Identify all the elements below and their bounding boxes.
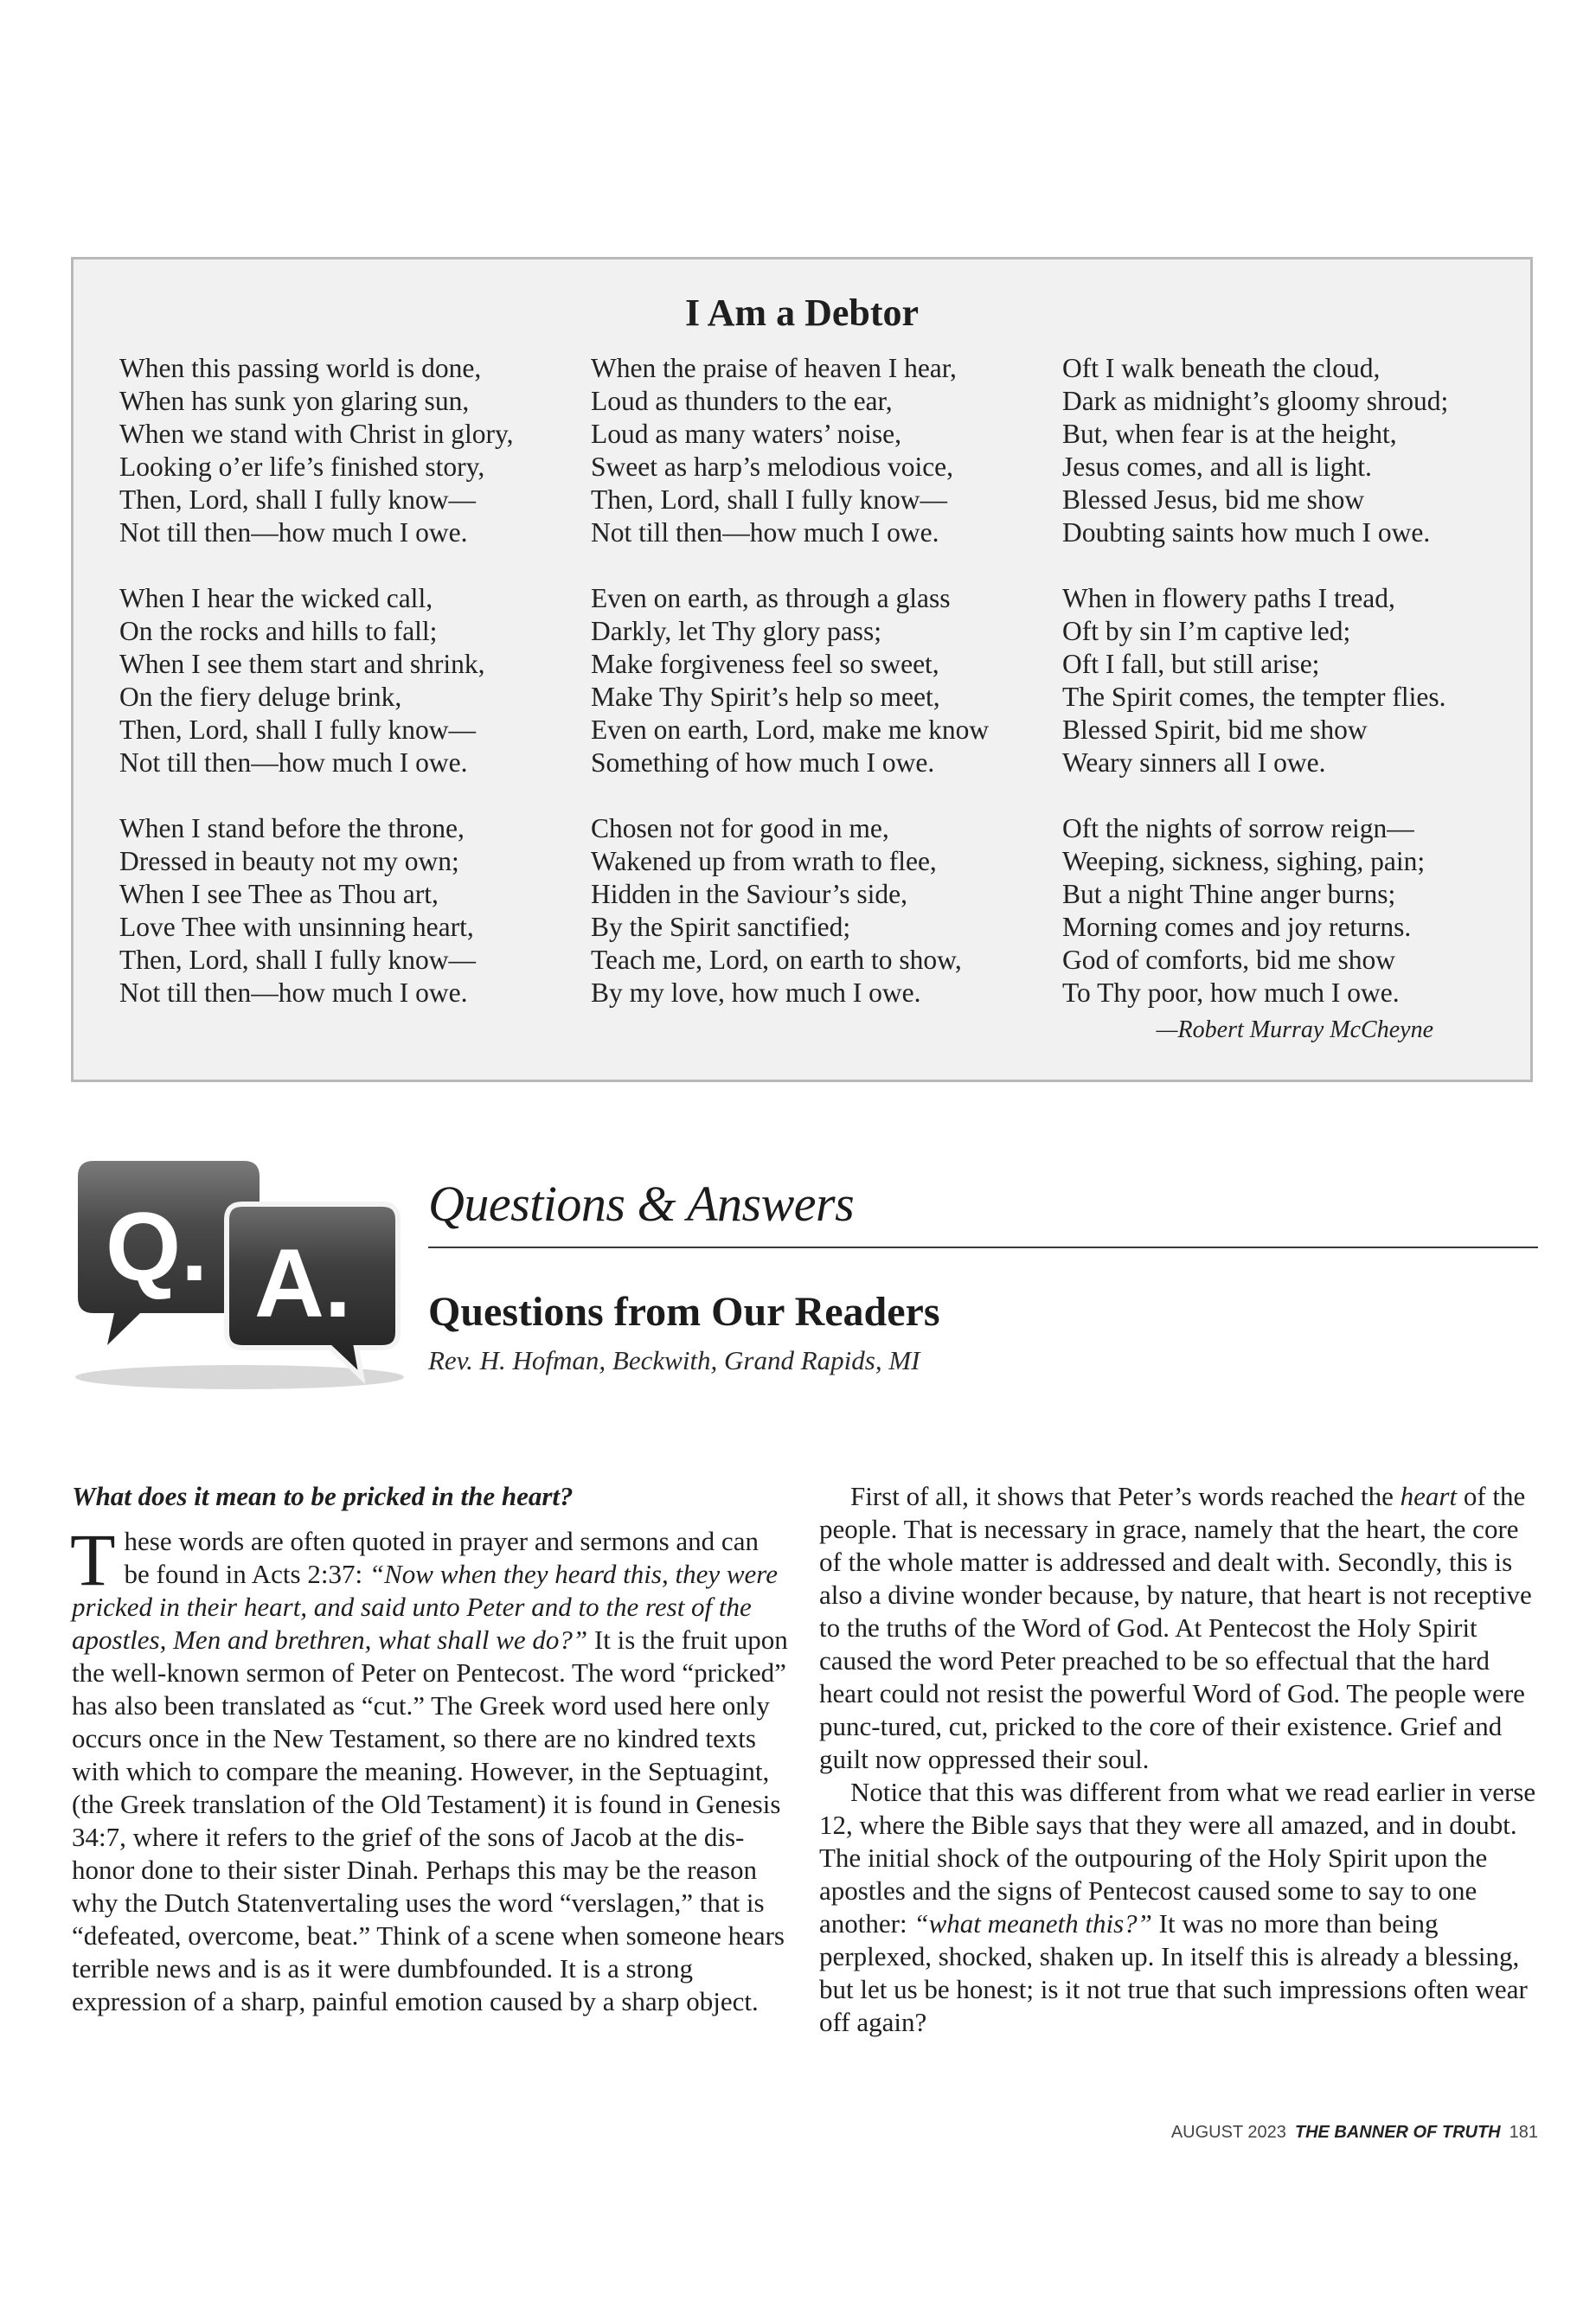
poem-line: Blessed Jesus, bid me show bbox=[1062, 484, 1365, 515]
emphasis: heart bbox=[1400, 1481, 1458, 1511]
qa-icon-a-letter: A. bbox=[254, 1229, 351, 1337]
poem-line: When in flowery paths I tread, bbox=[1062, 583, 1395, 613]
poem-line: When we stand with Christ in glory, bbox=[119, 419, 514, 449]
poem-line: Something of how much I owe. bbox=[591, 747, 935, 778]
reader-question: What does it mean to be pricked in the heart? bbox=[72, 1481, 574, 1511]
poem-line: Blessed Spirit, bid me show bbox=[1062, 715, 1368, 745]
poem-column bbox=[1062, 352, 1529, 1042]
poem-line: God of comforts, bid me show bbox=[1062, 945, 1395, 975]
poem-line: Oft I fall, but still arise; bbox=[1062, 649, 1320, 679]
poem-line: When this passing world is done, bbox=[119, 353, 482, 383]
poem-line: Oft by sin I’m captive led; bbox=[1062, 616, 1351, 646]
paragraph bbox=[70, 1518, 790, 2018]
poem-line: Not till then—how much I owe. bbox=[591, 517, 939, 548]
paragraph-text: Notice that this was different from what we read earlier in verse 12, where the Bible says that they were all amazed, and in doubt. The initial shock of the outpouring of the Holy Spirit upon the apostles and the signs of Pentecost caused some to say to one another: bbox=[819, 1777, 1536, 1939]
poem-line: When I stand before the throne, bbox=[119, 813, 465, 843]
poem-line: Then, Lord, shall I fully know— bbox=[591, 484, 948, 515]
poem-line: When the praise of heaven I hear, bbox=[591, 353, 957, 383]
poem-title: I Am a Debtor bbox=[684, 292, 920, 334]
poem-line: Wakened up from wrath to flee, bbox=[591, 846, 937, 876]
paragraph-text: It is the fruit upon the well-known sermon of Peter on Pentecost. The word “pricked” has also been translated as “cut.” The Greek word used here only occurs once in the New Testament, so there are no kindred texts with which to compare the meaning. However, in the Septuagint, (the Greek translation of the Old Testament) it is found in Genesis 34:7, where it refers to the grief of the sons of Jacob at the dis-honor done to their sister Dinah. Perhaps this may be the reason why the Dutch Statenvertaling uses the word “verslagen,” that is “defeated, overcome, beat.” Think of a scene when someone hears terrible news and is as it were dumbfounded. It is a strong expression of a sharp, painful emotion caused by a sharp object. bbox=[72, 1625, 788, 2016]
article-byline: Rev. H. Hofman, Beckwith, Grand Rapids, MI bbox=[428, 1345, 920, 1375]
poem-line: Make forgiveness feel so sweet, bbox=[591, 649, 939, 679]
poem-line: By my love, how much I owe. bbox=[591, 977, 921, 1008]
paragraph bbox=[819, 1776, 1537, 2039]
poem-line: When I see them start and shrink, bbox=[119, 649, 485, 679]
poem-line: When I hear the wicked call, bbox=[119, 583, 433, 613]
article-title: Questions from Our Readers bbox=[428, 1289, 940, 1335]
poem-line: Hidden in the Saviour’s side, bbox=[591, 879, 908, 909]
page-footer bbox=[1038, 2123, 1538, 2143]
poem-stanza bbox=[119, 812, 586, 1009]
article-column-left bbox=[72, 1480, 790, 2018]
section-heading: Questions & Answers bbox=[428, 1176, 855, 1232]
paragraph-text: It was no more than being perplexed, shocked, shaken up. In itself this is already a blessing, but let us be honest; is it not true that such impressions often wear off again? bbox=[819, 1908, 1528, 2037]
poem-author: —Robert Murray McCheyne bbox=[1156, 1016, 1433, 1043]
poem-line: When has sunk yon glaring sun, bbox=[119, 386, 470, 416]
poem-line: Teach me, Lord, on earth to show, bbox=[591, 945, 962, 975]
poem-stanza bbox=[1062, 352, 1529, 549]
poem-line: On the fiery deluge brink, bbox=[119, 682, 402, 712]
poem-line: Oft the nights of sorrow reign— bbox=[1062, 813, 1414, 843]
poem-line: Then, Lord, shall I fully know— bbox=[119, 484, 477, 515]
poem-line: Doubting saints how much I owe. bbox=[1062, 517, 1431, 548]
poem-line: Oft I walk beneath the cloud, bbox=[1062, 353, 1381, 383]
poem-line: Dressed in beauty not my own; bbox=[119, 846, 459, 876]
poem-line: Chosen not for good in me, bbox=[591, 813, 889, 843]
poem-line: Then, Lord, shall I fully know— bbox=[119, 945, 477, 975]
poem-stanza bbox=[119, 352, 586, 549]
paragraph-text: of the people. That is necessary in grace, namely that the heart, the core of the whole matter is addressed and dealt with. Secondly, this is also a divine wonder because, by nature, that heart is not receptive to the truths of the Word of God. At Pentecost the Holy Spirit caused the word Peter preached to be so effectual that the hard heart could not resist the powerful Word of God. The people were punc-tured, cut, pricked to the core of their existence. Grief and guilt now oppressed their soul. bbox=[819, 1481, 1532, 1774]
poem-stanza bbox=[1062, 812, 1529, 1009]
poem-box bbox=[71, 257, 1533, 1082]
poem-line: Weary sinners all I owe. bbox=[1062, 747, 1326, 778]
poem-line: But, when fear is at the height, bbox=[1062, 419, 1397, 449]
poem-line: Jesus comes, and all is light. bbox=[1062, 452, 1372, 482]
poem-stanza bbox=[1062, 582, 1529, 779]
article-column-right bbox=[819, 1480, 1537, 2039]
publication-name: THE BANNER OF TRUTH bbox=[1294, 2123, 1501, 2142]
issue-date: AUGUST 2023 bbox=[1170, 2123, 1286, 2142]
drop-cap: T bbox=[70, 1518, 116, 1601]
paragraph-text: First of all, it shows that Peter’s words reached the bbox=[850, 1481, 1401, 1511]
poem-line: Sweet as harp’s melodious voice, bbox=[591, 452, 954, 482]
page-number: 181 bbox=[1509, 2123, 1538, 2142]
poem-line: Not till then—how much I owe. bbox=[119, 747, 468, 778]
scripture-quote: “Now when they heard this, they were pricked in their heart, and said unto Peter and to the rest of the apostles, Men and brethren, what shall we do?” bbox=[72, 1559, 778, 1655]
paragraph bbox=[819, 1480, 1537, 1776]
poem-line: Loud as thunders to the ear, bbox=[591, 386, 893, 416]
poem-line: Love Thee with unsinning heart, bbox=[119, 912, 474, 942]
poem-line: Even on earth, Lord, make me know bbox=[591, 715, 990, 745]
poem-stanza bbox=[591, 352, 1058, 549]
paragraph-text: hese words are often quoted in prayer and sermons and can be found in Acts 2:37: bbox=[124, 1526, 759, 1589]
poem-line: Darkly, let Thy glory pass; bbox=[591, 616, 881, 646]
poem-line: The Spirit comes, the tempter flies. bbox=[1062, 682, 1446, 712]
poem-line: Even on earth, as through a glass bbox=[591, 583, 951, 613]
qa-icon-q-letter: Q. bbox=[106, 1193, 208, 1301]
scripture-quote: “what meaneth this?” bbox=[913, 1908, 1152, 1939]
poem-line: Not till then—how much I owe. bbox=[119, 977, 468, 1008]
poem-line: Weeping, sickness, sighing, pain; bbox=[1062, 846, 1426, 876]
poem-column bbox=[119, 352, 586, 1042]
poem-line: To Thy poor, how much I owe. bbox=[1062, 977, 1400, 1008]
poem-line: On the rocks and hills to fall; bbox=[119, 616, 438, 646]
poem-line: Then, Lord, shall I fully know— bbox=[119, 715, 477, 745]
qa-speech-bubbles-icon bbox=[62, 1150, 408, 1401]
poem-stanza bbox=[119, 582, 586, 779]
poem-line: Make Thy Spirit’s help so meet, bbox=[591, 682, 940, 712]
poem-line: Not till then—how much I owe. bbox=[119, 517, 468, 548]
poem-line: Looking o’er life’s finished story, bbox=[119, 452, 485, 482]
poem-line: Dark as midnight’s gloomy shroud; bbox=[1062, 386, 1449, 416]
heading-divider bbox=[428, 1247, 1538, 1248]
poem-line: By the Spirit sanctified; bbox=[591, 912, 851, 942]
poem-line: But a night Thine anger burns; bbox=[1062, 879, 1396, 909]
poem-line: Morning comes and joy returns. bbox=[1062, 912, 1412, 942]
poem-line: When I see Thee as Thou art, bbox=[119, 879, 439, 909]
poem-column bbox=[591, 352, 1058, 1042]
poem-line: Loud as many waters’ noise, bbox=[591, 419, 901, 449]
poem-stanza bbox=[591, 812, 1058, 1009]
poem-stanza bbox=[591, 582, 1058, 779]
